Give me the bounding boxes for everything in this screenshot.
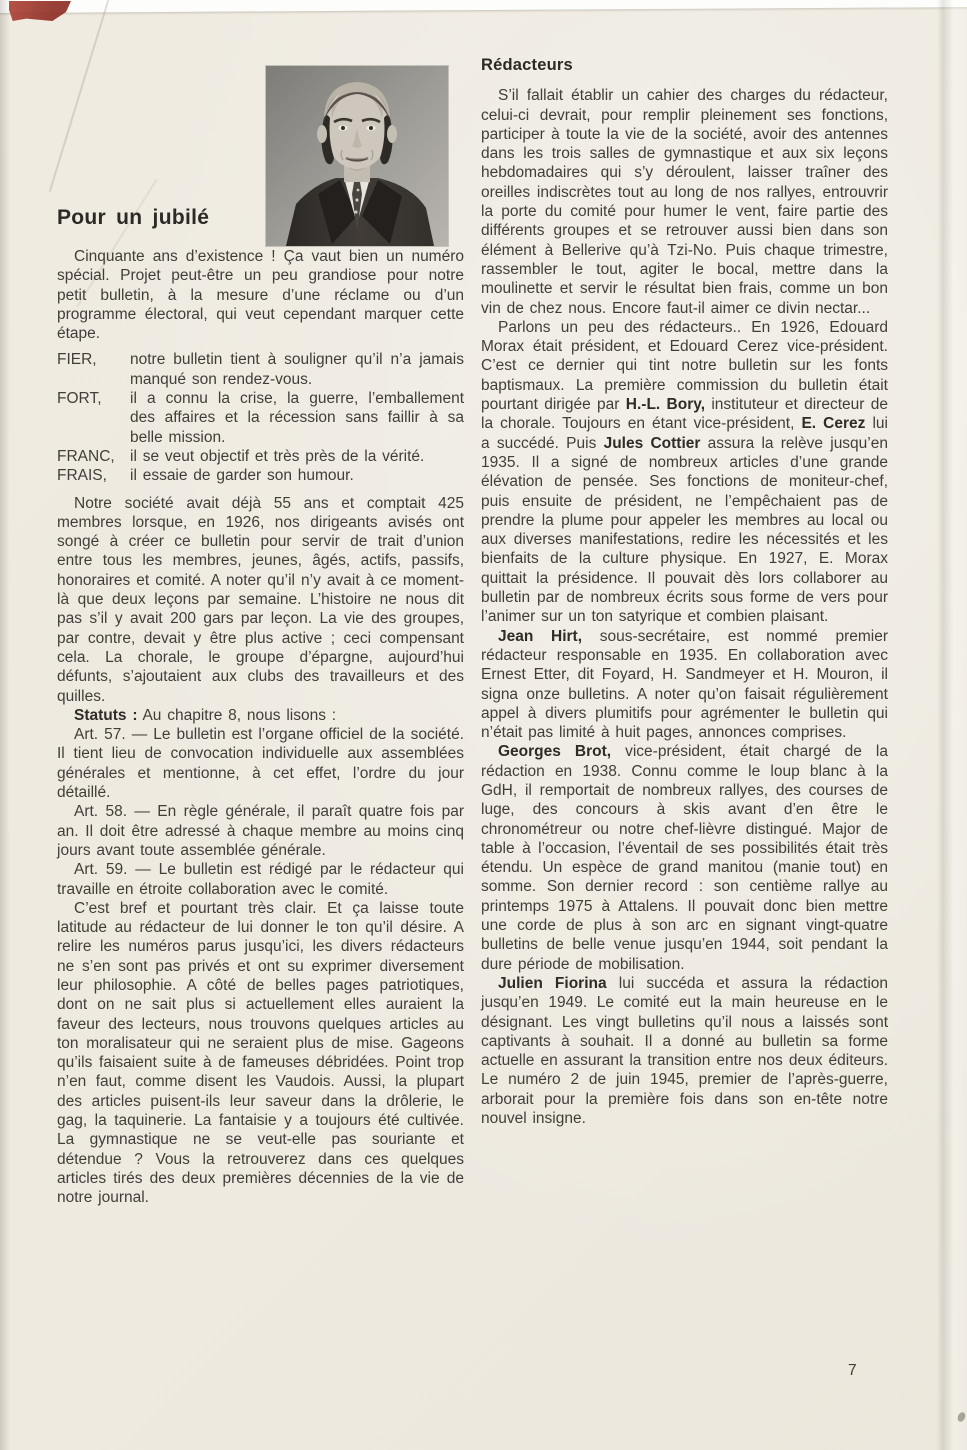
article-59: Art. 59. — Le bulletin est rédigé par le rédacteur qui travaille en étroite collaboration avec le comité.: [57, 861, 464, 898]
list-item: [57, 466, 464, 485]
article-title: Pour un jubilé: [57, 206, 210, 229]
list-desc: il essaie de garder son humour.: [130, 467, 354, 485]
intro-paragraph: Cinquante ans d’existence ! Ça vaut bien un numéro spécial. Projet peut-être un peu grandiose pour notre petit bulletin, à la mesure d’une réclame ou d’un programme électoral, qui veut cependant marquer cette étape.: [57, 248, 464, 343]
page-number: 7: [848, 1362, 857, 1379]
paper-crease: [49, 0, 109, 192]
left-column: [57, 247, 464, 1208]
list-desc: il se veut objectif et très près de la vérité.: [130, 447, 425, 465]
list-desc: notre bulletin tient à souligner qu’il n’a jamais manqué son rendez-vous.: [130, 351, 464, 388]
list-item: [57, 350, 464, 389]
list-term: FORT,: [57, 390, 102, 408]
paragraph: S’il fallait établir un cahier des charges du rédacteur, celui-ci devrait, pour remplir pleinement ses fonctions, participer à toute la vie de la société, avoir des antennes dans les trois salles de gymnastique et aux six leçons hebdomadaires qui s’y déroulent, laisser traîner des oreilles indiscrètes tout au long de nos rallyes, entrouvrir la porte du comité pour humer le vent, faire partie des différents groupes et se retrouver aussi bien dans son élément à Bellerive qu’à Tzi-No. Puis chaque trimestre, rassembler le tout, agiter le bocal, mettre dans la moulinette et servir le résultat bien frais, comme un bon vin de chez nous. Encore faut-il aimer ce divin nectar...: [481, 87, 888, 317]
paragraph: Jean Hirt, sous-secrétaire, est nommé premier rédacteur responsable en 1935. En collaboration avec Ernest Etter, dit Foyard, H. Sandmeyer et H. Mouron, il signa onze bulletins. A noter qu’on faisait régulièrement appel à divers plumitifs pour agrémenter le bulletin qui n’était pas limité à huit pages, annonces comprises.: [481, 627, 888, 742]
list-term: FRAIS,: [57, 467, 107, 485]
paragraph: Parlons un peu des rédacteurs.. En 1926, Edouard Morax était président, et Edouard Cerez vice-président. C’est ce dernier qui tint notre bulletin sur les fonts baptismaux. La première commission du bulletin était pourtant dirigée par H.-L. Bory, instituteur et directeur de la chorale. Toujours en étant vice-président, E. Cerez lui a succédé. Puis Jules Cottier assura la relève jusqu’en 1935. Il a signé de nombreux articles d’une grande élévation de pensée. Ses fonctions de moniteur-chef, puis ensuite de président, ne l’empêchaient pas de prendre la plume pour appeler les membres au local ou aux diverses manifestations, redire les nécessités et les bienfaits de la culture physique. En 1927, E. Morax quittait la présidence. Il pouvait dès lors collaborer au bulletin par de nombreux écrits sous forme de vers pour l’animer sur un ton satyrique et combien plaisant.: [481, 318, 888, 626]
section-heading: Rédacteurs: [481, 56, 573, 74]
paragraph: Georges Brot, vice-président, était chargé de la rédaction en 1938. Connu comme le loup blanc à la GdH, il remportait de nombreux rallyes, des courses de luge, des concours à skis avant d’en être le chronométreur ou notre chef-lièvre distingué. Major de table à l’occasion, l’éventail de ses possibilités était très étendu. Un espèce de grand manitou (manie tout) en somme. Son dernier record : son centième rallye au printemps 1975 à Attalens. Il pouvait donc bien mettre une corde de plus à son arc en signant vingt-quatre bulletins de belle venue jusqu’en 1944, soit pendant la dure période de mobilisation.: [481, 743, 888, 973]
qualities-list: [57, 350, 464, 485]
article-58: Art. 58. — En règle générale, il paraît quatre fois par an. Il doit être adressé à chaque membre au moins cinq jours avant toute assemblée générale.: [57, 803, 464, 859]
scan-top-edge: [0, 0, 967, 13]
list-desc: il a connu la crise, la guerre, l’emballement des affaires et la récession sans faillir à sa belle mission.: [130, 390, 464, 446]
article-57: Art. 57. — Le bulletin est l’organe officiel de la société. Il tient lieu de convocation individuelle aux assemblées générales et mentionne, à cet effet, l’ordre du jour détaillé.: [57, 726, 464, 802]
right-column: [481, 56, 888, 1128]
statutes-lead: Statuts : Au chapitre 8, nous lisons :: [74, 706, 337, 724]
portrait-photo: [266, 66, 448, 246]
paragraph: Julien Fiorina lui succéda et assura la rédaction jusqu’en 1949. Le comité eut la main heureuse en le désignant. Les vingt bulletins qu’il nous a laissés sont captivants à souhait. Il a donné au bulletin sa forme actuelle en assurant la transition entre nos deux éditeurs. Le numéro 2 de juin 1945, premier de l’après-guerre, arborait pour la première fois dans son en-tête notre nouvel insigne.: [481, 974, 888, 1128]
list-term: FIER,: [57, 351, 97, 369]
page-left-edge: [0, 0, 10, 1450]
list-term: FRANC,: [57, 447, 115, 465]
list-item: [57, 389, 464, 447]
list-item: [57, 447, 464, 466]
paragraph: C’est bref et pourtant très clair. Et ça laisse toute latitude au rédacteur de lui donner le ton qu’il désire. A relire les numéros parus jusqu’ici, les divers rédacteurs ne s’en sont pas privés et ont su exprimer diversement leur philosophie. A côté de belles pages patriotiques, dont on ne sait plus si actuellement elles auraient la faveur des lecteurs, nous trouvons quelques articles au ton moralisateur qui ne seraient plus de mise. Gageons qu’ils faisaient suite à de fameuses débridées. Point trop n’en faut, comme disent les Vaudois. Aussi, la plupart des articles puisent-ils leur saveur dans la drôlerie, le gag, la taquinerie. La fantaisie y a toujours été cultivée. La gymnastique ne se veut-elle pas souriante et détendue ? Vous la retrouverez dans ces quelques articles tirés des deux premières décennies de la vie de notre journal.: [57, 899, 464, 1207]
paragraph: Notre société avait déjà 55 ans et comptait 425 membres lorsque, en 1926, nos dirigeants avisés ont songé à créer ce bulletin pour servir de trait d’union entre tous les membres, jeunes, âgés, actifs, passifs, honoraires et comité. A noter qu’il n’y avait à ce moment-là que deux leçons par semaine. L’histoire ne nous dit pas s’il y avait 200 gars par leçon. La vie des groupes, par contre, devait y être plus active ; ceci compensant cela. La chorale, le groupe d’épargne, aujourd’hui défunts, s’ajoutaient aux clubs des travailleurs et des quilles.: [57, 494, 464, 705]
page-fold-edge: [937, 0, 967, 1450]
red-ink-mark: [9, 1, 71, 21]
